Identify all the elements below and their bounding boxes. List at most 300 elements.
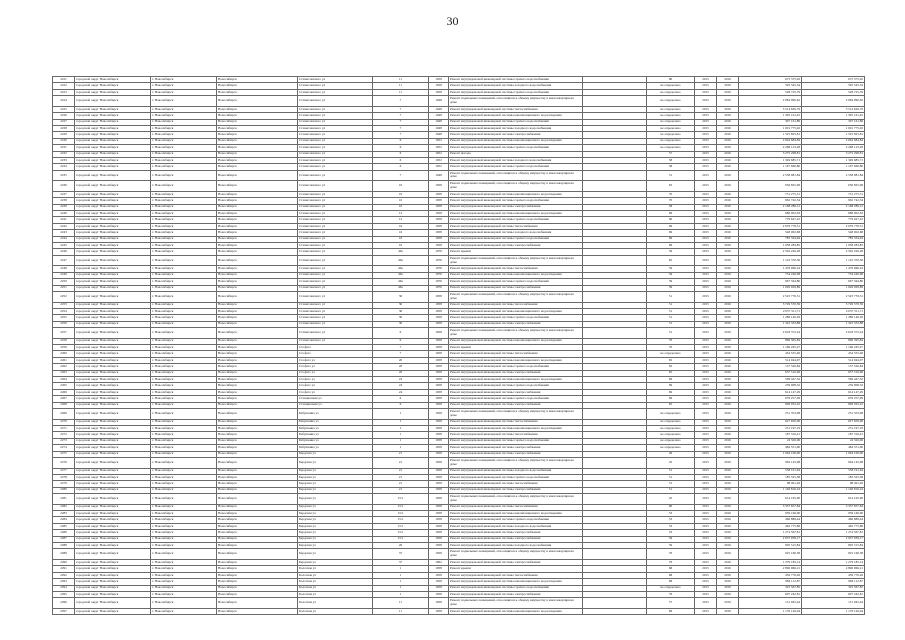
cell-row-number: 2230 <box>53 138 75 144</box>
cell-work-type: Ремонт внутридомовой инженерной системы канализационного водоотведения <box>449 608 583 614</box>
cell-year: 1948 <box>429 125 449 131</box>
cell-cost-total: 2 168 286,12 <box>802 204 865 210</box>
cell-house: 37 <box>373 559 429 565</box>
cell-street: Бердская ул <box>298 487 373 493</box>
cell-house: 1 <box>373 572 429 578</box>
cell-work-type: Ремонт подвальных помещений, относящихся к общему имуществу в многоквартирном доме <box>449 408 583 419</box>
cell-year-end: 2016 <box>717 566 739 572</box>
cell-district: городской округ Новосибирск <box>75 445 151 451</box>
cell-amount: 76 <box>647 549 695 560</box>
cell-amount: 69 <box>647 383 695 389</box>
cell-unit <box>583 457 647 468</box>
cell-cost-total: 1 058 283,85 <box>802 242 865 248</box>
cell-year-end: 2016 <box>717 157 739 163</box>
cell-work-type: Ремонт внутридомовой инженерной системы электроснабжения <box>449 389 583 395</box>
cell-city: г. Новосибирск <box>151 236 217 242</box>
cell-year: 1958 <box>429 291 449 302</box>
cell-street: Станиславского ул <box>298 315 373 321</box>
cell-year-start: 2015 <box>695 89 717 95</box>
cell-amount: 51 <box>647 487 695 493</box>
cell-year: 1958 <box>429 566 449 572</box>
cell-cost-total: 151 945,44 <box>802 598 865 609</box>
cell-cost-total: 676 257,09 <box>802 396 865 402</box>
cell-house: 7 <box>373 132 429 138</box>
cell-amount: 59 <box>647 285 695 291</box>
cell-year-end: 2016 <box>717 408 739 419</box>
cell-street: Станиславского ул <box>298 308 373 314</box>
cell-work-type: Ремонт внутридомовой инженерной системы холодного водоснабжения <box>449 125 583 131</box>
cell-district: городской округ Новосибирск <box>75 457 151 468</box>
cell-city: г. Новосибирск <box>151 157 217 163</box>
cell-year-start: 2015 <box>695 338 717 344</box>
cell-row-number: 2254 <box>53 308 75 314</box>
cell-street: Бердская ул <box>298 517 373 523</box>
cell-street: Стофато ул <box>298 364 373 370</box>
cell-locality: Новосибирск <box>217 315 298 321</box>
cell-work-type: Ремонт внутридомовой инженерной системы электроснабжения <box>449 132 583 138</box>
cell-house: 1 <box>373 425 429 431</box>
cell-amount: 49 <box>647 451 695 457</box>
cell-cost: 695 515,84 <box>739 543 802 549</box>
cell-work-type: Ремонт внутридомовой инженерной системы канализационного водоотведения <box>449 211 583 217</box>
cell-house: 21 <box>373 468 429 474</box>
cell-amount: 58 <box>647 204 695 210</box>
cell-cost-total: 187 316,41 <box>802 432 865 438</box>
cell-house: 1 <box>373 408 429 419</box>
cell-work-type: Ремонт внутридомовой инженерной системы электроснабжения <box>449 204 583 210</box>
cell-cost: 1 274 567,81 <box>739 530 802 536</box>
cell-street: Болотная ул <box>298 579 373 585</box>
cell-cost: 2 037 939,17 <box>739 536 802 542</box>
cell-unit <box>583 408 647 419</box>
cell-cost: 185 525,38 <box>739 474 802 480</box>
cell-year: 1948 <box>429 113 449 119</box>
cell-street: Станиславского ул <box>298 338 373 344</box>
cell-year: 1958 <box>429 321 449 327</box>
cell-city: г. Новосибирск <box>151 504 217 510</box>
cell-cost: 484 551,00 <box>739 445 802 451</box>
cell-unit <box>583 598 647 609</box>
cell-year-start: 2015 <box>695 279 717 285</box>
cell-cost: 2 618 372,24 <box>739 328 802 339</box>
cell-district: городской округ Новосибирск <box>75 308 151 314</box>
cell-amount: 69 <box>647 396 695 402</box>
cell-year-end: 2016 <box>717 402 739 408</box>
cell-cost: 454 555,46 <box>739 351 802 357</box>
cell-city: г. Новосибирск <box>151 204 217 210</box>
cell-house: 21 <box>373 451 429 457</box>
cell-city: г. Новосибирск <box>151 89 217 95</box>
cell-locality: Новосибирск <box>217 494 298 505</box>
cell-street: Станционная ул <box>298 402 373 408</box>
cell-year: 1962 <box>429 559 449 565</box>
cell-work-type: Ремонт подвальных помещений, относящихся к общему имуществу в многоквартирном доме <box>449 457 583 468</box>
cell-district: городской округ Новосибирск <box>75 255 151 266</box>
cell-cost-total: 528 725,79 <box>802 89 865 95</box>
cell-street: Станиславского ул <box>298 285 373 291</box>
cell-street: Стофато <box>298 345 373 351</box>
cell-locality: Новосибирск <box>217 217 298 223</box>
cell-row-number: 2272 <box>53 432 75 438</box>
cell-district: городской округ Новосибирск <box>75 598 151 609</box>
cell-year-end: 2016 <box>717 217 739 223</box>
cell-district: городской округ Новосибирск <box>75 608 151 614</box>
cell-year-end: 2016 <box>717 125 739 131</box>
cell-city: г. Новосибирск <box>151 598 217 609</box>
cell-amount: 60 <box>647 217 695 223</box>
cell-row-number: 2280 <box>53 487 75 493</box>
cell-street: Бердская ул <box>298 549 373 560</box>
cell-house: 10 <box>373 204 429 210</box>
cell-amount: не определено <box>647 408 695 419</box>
cell-street: Станиславского ул <box>298 217 373 223</box>
cell-row-number: 2284 <box>53 517 75 523</box>
cell-year: 1958 <box>429 89 449 95</box>
cell-year: 1958 <box>429 474 449 480</box>
cell-locality: Новосибирск <box>217 125 298 131</box>
cell-work-type: Ремонт внутридомовой инженерной системы горячего водоснабжения <box>449 217 583 223</box>
cell-locality: Новосибирск <box>217 585 298 591</box>
cell-house: 10 <box>373 198 429 204</box>
cell-row-number: 2256 <box>53 321 75 327</box>
cell-year: 1976 <box>429 279 449 285</box>
cell-house: 10 <box>373 191 429 197</box>
cell-amount: 68 <box>647 579 695 585</box>
cell-cost-total: 325 567,85 <box>802 585 865 591</box>
cell-year: 1976 <box>429 272 449 278</box>
cell-row-number: 2233 <box>53 157 75 163</box>
cell-district: городской округ Новосибирск <box>75 113 151 119</box>
cell-year: 1976 <box>429 266 449 272</box>
cell-cost-total: 1 176 126,04 <box>802 608 865 614</box>
cell-district: городской округ Новосибирск <box>75 425 151 431</box>
cell-city: г. Новосибирск <box>151 511 217 517</box>
cell-locality: Новосибирск <box>217 279 298 285</box>
cell-cost-total: 2 896 966,21 <box>802 566 865 572</box>
cell-street: Станционная ул <box>298 396 373 402</box>
cell-district: городской округ Новосибирск <box>75 481 151 487</box>
cell-amount: 58 <box>647 164 695 170</box>
cell-city: г. Новосибирск <box>151 138 217 144</box>
cell-amount: 59 <box>647 543 695 549</box>
cell-city: г. Новосибирск <box>151 125 217 131</box>
cell-year-end: 2016 <box>717 191 739 197</box>
cell-row-number: 2290 <box>53 559 75 565</box>
cell-street: Бердская ул <box>298 536 373 542</box>
cell-cost: 325 567,85 <box>739 585 802 591</box>
cell-year-start: 2015 <box>695 566 717 572</box>
cell-district: городской округ Новосибирск <box>75 585 151 591</box>
cell-cost-total: 614 147,29 <box>802 389 865 395</box>
cell-cost: 307 161,89 <box>739 119 802 125</box>
cell-district: городской округ Новосибирск <box>75 242 151 248</box>
cell-house: 7 <box>373 96 429 107</box>
cell-year-start: 2015 <box>695 308 717 314</box>
cell-cost-total: 514 044,07 <box>802 357 865 363</box>
cell-work-type: Ремонт внутридомовой инженерной системы горячего водоснабжения <box>449 119 583 125</box>
cell-year: 1958 <box>429 517 449 523</box>
cell-row-number: 2221 <box>53 77 75 83</box>
cell-locality: Новосибирск <box>217 504 298 510</box>
cell-house: 30 <box>373 302 429 308</box>
cell-cost-total: 2 037 939,17 <box>802 536 865 542</box>
cell-street: Стофато ул <box>298 389 373 395</box>
cell-city: г. Новосибирск <box>151 591 217 597</box>
cell-house: 12 <box>373 211 429 217</box>
cell-cost-total: 779 627,22 <box>802 217 865 223</box>
cell-street: Станиславского ул <box>298 77 373 83</box>
cell-year: 1952 <box>429 151 449 157</box>
cell-work-type: Ремонт внутридомовой инженерной системы теплоснабжения <box>449 419 583 425</box>
cell-street: Бердская ул <box>298 451 373 457</box>
cell-city: г. Новосибирск <box>151 96 217 107</box>
cell-row-number: 2253 <box>53 302 75 308</box>
cell-house: 1 <box>373 591 429 597</box>
cell-cost-total: 3 337 657,84 <box>802 504 865 510</box>
cell-street: Станиславского ул <box>298 266 373 272</box>
cell-cost: 2 168 286,12 <box>739 204 802 210</box>
cell-year-end: 2016 <box>717 211 739 217</box>
cell-year: 1958 <box>429 504 449 510</box>
cell-cost-total: 637 516,06 <box>802 370 865 376</box>
cell-locality: Новосибирск <box>217 151 298 157</box>
cell-year: 1958 <box>429 315 449 321</box>
cell-city: г. Новосибирск <box>151 530 217 536</box>
cell-amount: 59 <box>647 536 695 542</box>
cell-city: г. Новосибирск <box>151 425 217 431</box>
cell-house: 1 <box>373 445 429 451</box>
cell-district: городской округ Новосибирск <box>75 530 151 536</box>
cell-district: городской округ Новосибирск <box>75 157 151 163</box>
cell-work-type: Ремонт внутридомовой инженерной системы горячего водоснабжения <box>449 474 583 480</box>
cell-work-type: Ремонт внутридомовой инженерной системы холодного водоснабжения <box>449 543 583 549</box>
cell-cost-total: 1 167 666,80 <box>802 164 865 170</box>
cell-amount: 65 <box>647 181 695 192</box>
cell-cost-total: 1 001 775,02 <box>802 125 865 131</box>
cell-year-end: 2016 <box>717 77 739 83</box>
cell-house: 16 <box>373 230 429 236</box>
cell-district: городской округ Новосибирск <box>75 396 151 402</box>
cell-district: городской округ Новосибирск <box>75 77 151 83</box>
cell-work-type: Ремонт внутридомовой инженерной системы холодного водоснабжения <box>449 523 583 529</box>
cell-locality: Новосибирск <box>217 321 298 327</box>
cell-locality: Новосибирск <box>217 181 298 192</box>
cell-unit <box>583 608 647 614</box>
cell-locality: Новосибирск <box>217 236 298 242</box>
table-row <box>53 494 865 505</box>
cell-row-number: 2248 <box>53 266 75 272</box>
cell-row-number: 2235 <box>53 170 75 181</box>
cell-district: городской округ Новосибирск <box>75 402 151 408</box>
cell-street: Станиславского ул <box>298 302 373 308</box>
cell-work-type: Ремонт внутридомовой инженерной системы горячего водоснабжения <box>449 364 583 370</box>
cell-row-number: 2287 <box>53 536 75 542</box>
cell-year-start: 2015 <box>695 370 717 376</box>
cell-amount: 51 <box>647 170 695 181</box>
cell-row-number: 2234 <box>53 164 75 170</box>
cell-work-type: Ремонт подвальных помещений, относящихся к общему имуществу в многоквартирном доме <box>449 96 583 107</box>
cell-work-type: Ремонт внутридомовой инженерной системы канализационного водоотведения <box>449 377 583 383</box>
cell-cost: 2 076 778,51 <box>739 223 802 229</box>
cell-amount: не определено <box>647 89 695 95</box>
cell-amount: 51 <box>647 302 695 308</box>
cell-work-type: Ремонт внутридомовой инженерной системы теплоснабжения <box>449 223 583 229</box>
cell-work-type: Ремонт внутридомовой инженерной системы канализационного водоотведения <box>449 425 583 431</box>
cell-city: г. Новосибирск <box>151 549 217 560</box>
cell-house: 30 <box>373 315 429 321</box>
cell-street: Станиславского ул <box>298 113 373 119</box>
cell-work-type: Ремонт внутридомовой инженерной системы канализационного водоотведения <box>449 338 583 344</box>
cell-amount: не определено <box>647 425 695 431</box>
cell-amount: 65 <box>647 364 695 370</box>
cell-house: 7 <box>373 106 429 112</box>
cell-street: Станиславского ул <box>298 291 373 302</box>
cell-cost-total: 2 268 123,28 <box>802 145 865 151</box>
cell-cost-total: 964 145,98 <box>802 457 865 468</box>
cell-house: 7 <box>373 113 429 119</box>
cell-year-end: 2016 <box>717 285 739 291</box>
cell-district: городской округ Новосибирск <box>75 357 151 363</box>
cell-cost: 2 592 226,28 <box>739 249 802 255</box>
cell-year: 1958 <box>429 585 449 591</box>
cell-amount: не определено <box>647 125 695 131</box>
cell-district: городской округ Новосибирск <box>75 198 151 204</box>
cell-row-number: 2270 <box>53 419 75 425</box>
cell-year: 1958 <box>429 357 449 363</box>
cell-year-end: 2016 <box>717 328 739 339</box>
cell-district: городской округ Новосибирск <box>75 249 151 255</box>
cell-district: городской округ Новосибирск <box>75 572 151 578</box>
cell-row-number: 2262 <box>53 364 75 370</box>
cell-row-number: 2279 <box>53 481 75 487</box>
cell-year-end: 2016 <box>717 230 739 236</box>
cell-district: городской округ Новосибирск <box>75 96 151 107</box>
cell-cost-total: 1 279 185,14 <box>802 559 865 565</box>
cell-cost-total: 785 334,94 <box>802 236 865 242</box>
cell-district: городской округ Новосибирск <box>75 345 151 351</box>
cell-year-end: 2016 <box>717 302 739 308</box>
cell-work-type: Ремонт внутридомовой инженерной системы горячего водоснабжения <box>449 383 583 389</box>
cell-amount: 68 <box>647 566 695 572</box>
cell-amount: не определено <box>647 585 695 591</box>
cell-work-type: Ремонт внутридомовой инженерной системы горячего водоснабжения <box>449 585 583 591</box>
cell-year-end: 2016 <box>717 272 739 278</box>
cell-year: 1958 <box>429 487 449 493</box>
cell-year-start: 2015 <box>695 217 717 223</box>
cell-year-end: 2016 <box>717 113 739 119</box>
cell-year: 1976 <box>429 255 449 266</box>
cell-cost-total: 3 275 298,81 <box>802 151 865 157</box>
cell-year-end: 2016 <box>717 523 739 529</box>
cell-amount: не определено <box>647 132 695 138</box>
cell-work-type: Ремонт внутридомовой инженерной системы канализационного водоотведения <box>449 272 583 278</box>
cell-year: 1948 <box>429 119 449 125</box>
cell-amount: не определено <box>647 83 695 89</box>
cell-locality: Новосибирск <box>217 308 298 314</box>
cell-district: городской округ Новосибирск <box>75 204 151 210</box>
cell-unit <box>583 181 647 192</box>
cell-year-start: 2015 <box>695 181 717 192</box>
cell-cost-total: 962 742,34 <box>802 198 865 204</box>
cell-amount: 70 <box>647 338 695 344</box>
cell-street: Станиславского ул <box>298 125 373 131</box>
cell-locality: Новосибирск <box>217 419 298 425</box>
cell-cost-total: 2 664 684,84 <box>802 138 865 144</box>
cell-street: Бабушкина ул <box>298 408 373 419</box>
cell-district: городской округ Новосибирск <box>75 191 151 197</box>
cell-house: 10 <box>373 181 429 192</box>
cell-street: Бердская ул <box>298 468 373 474</box>
cell-row-number: 2222 <box>53 83 75 89</box>
cell-cost: 751 275,51 <box>739 191 802 197</box>
cell-row-number: 2246 <box>53 249 75 255</box>
cell-amount: не определено <box>647 438 695 444</box>
cell-year-end: 2016 <box>717 242 739 248</box>
cell-year: 1952 <box>429 138 449 144</box>
cell-year-start: 2015 <box>695 132 717 138</box>
cell-cost: 1 058 283,85 <box>739 242 802 248</box>
cell-work-type: Ремонт внутридомовой инженерной системы горячего водоснабжения <box>449 236 583 242</box>
cell-amount: 80 <box>647 77 695 83</box>
cell-year-end: 2016 <box>717 83 739 89</box>
cell-house: 9 <box>373 338 429 344</box>
cell-city: г. Новосибирск <box>151 328 217 339</box>
cell-street: Бердская ул <box>298 543 373 549</box>
cell-row-number: 2243 <box>53 230 75 236</box>
cell-year: 1958 <box>429 383 449 389</box>
cell-cost: 462 775,86 <box>739 523 802 529</box>
cell-house: 11 <box>373 608 429 614</box>
cell-amount: не определено <box>647 145 695 151</box>
cell-year: 1958 <box>429 438 449 444</box>
cell-city: г. Новосибирск <box>151 170 217 181</box>
cell-cost-total: 1 274 567,81 <box>802 530 865 536</box>
cell-year-end: 2016 <box>717 291 739 302</box>
cell-row-number: 2242 <box>53 223 75 229</box>
cell-year-start: 2015 <box>695 608 717 614</box>
cell-cost: 2 664 684,84 <box>739 138 802 144</box>
cell-district: городской округ Новосибирск <box>75 432 151 438</box>
cell-city: г. Новосибирск <box>151 191 217 197</box>
cell-street: Станиславского ул <box>298 106 373 112</box>
cell-year: 1948 <box>429 106 449 112</box>
cell-cost: 1 395 161,45 <box>739 113 802 119</box>
cell-year: 1958 <box>429 181 449 192</box>
cell-district: городской округ Новосибирск <box>75 291 151 302</box>
cell-year-start: 2015 <box>695 204 717 210</box>
cell-cost: 1 122 370,56 <box>739 255 802 266</box>
cell-house: 46а <box>373 279 429 285</box>
cell-year: 1952 <box>429 145 449 151</box>
cell-district: городской округ Новосибирск <box>75 389 151 395</box>
cell-cost-total: 1 322 333,88 <box>802 321 865 327</box>
cell-year-end: 2016 <box>717 279 739 285</box>
cell-year-start: 2015 <box>695 328 717 339</box>
cell-row-number: 2281 <box>53 494 75 505</box>
cell-street: Станиславского ул <box>298 249 373 255</box>
cell-year-start: 2015 <box>695 151 717 157</box>
cell-row-number: 2228 <box>53 125 75 131</box>
cell-city: г. Новосибирск <box>151 559 217 565</box>
cell-street: Бердская ул <box>298 474 373 480</box>
cell-locality: Новосибирск <box>217 223 298 229</box>
cell-work-type: Ремонт внутридомовой инженерной системы электроснабжения <box>449 559 583 565</box>
cell-year: 1958 <box>429 579 449 585</box>
cell-house: 1 <box>373 566 429 572</box>
cell-row-number: 2251 <box>53 285 75 291</box>
cell-year-end: 2016 <box>717 585 739 591</box>
cell-cost-total: 459 776,26 <box>802 572 865 578</box>
